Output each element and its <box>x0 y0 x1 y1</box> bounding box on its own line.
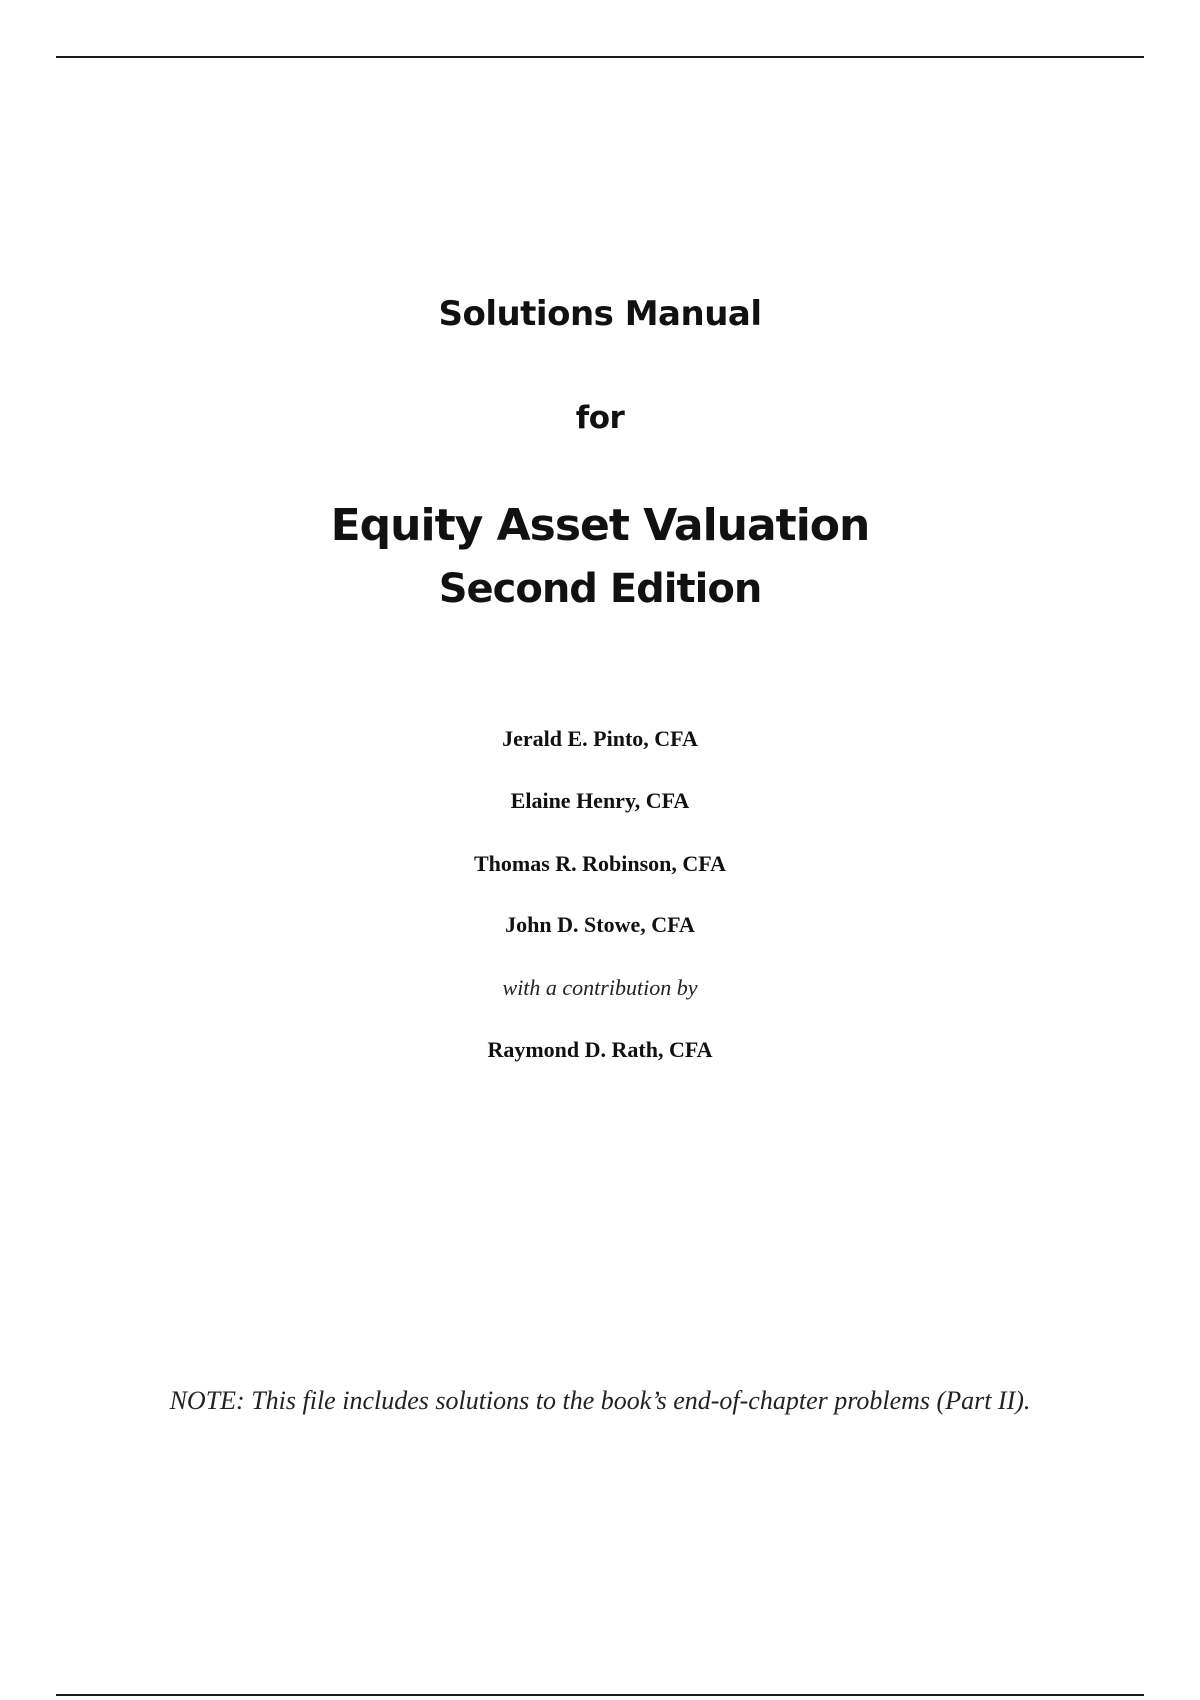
title-solutions-manual: Solutions Manual <box>438 294 762 334</box>
author-stowe: John D. Stowe, CFA <box>505 912 695 937</box>
author-pinto: Jerald E. Pinto, CFA <box>502 726 698 751</box>
book-edition: Second Edition <box>438 566 762 612</box>
bottom-rule <box>56 1694 1144 1696</box>
note-text: NOTE: This file includes solutions to the book’s end-of-chapter problems (Part II). <box>169 1386 1031 1415</box>
contribution-label: with a contribution by <box>502 975 698 1000</box>
author-robinson: Thomas R. Robinson, CFA <box>473 851 727 876</box>
top-rule <box>56 56 1144 58</box>
book-title: Equity Asset Valuation <box>330 500 870 551</box>
author-henry: Elaine Henry, CFA <box>510 788 690 813</box>
contributor-rath: Raymond D. Rath, CFA <box>487 1037 713 1062</box>
title-for: for <box>575 400 625 436</box>
